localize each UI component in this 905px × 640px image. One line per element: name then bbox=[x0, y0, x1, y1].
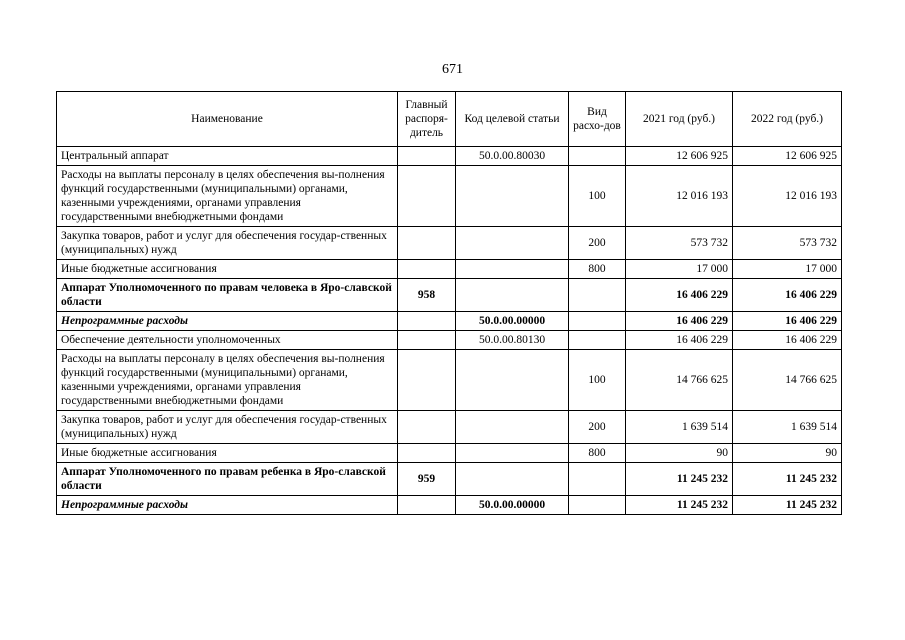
cell-2021: 90 bbox=[626, 444, 733, 463]
cell-admin bbox=[398, 496, 456, 515]
table-row bbox=[57, 444, 842, 463]
cell-2022: 17 000 bbox=[733, 260, 842, 279]
header-type: Вид расхо-дов bbox=[569, 92, 626, 147]
header-code: Код целевой статьи bbox=[456, 92, 569, 147]
cell-2021: 12 016 193 bbox=[626, 166, 733, 227]
cell-2022: 16 406 229 bbox=[733, 279, 842, 312]
header-admin: Главный распоря-дитель bbox=[398, 92, 456, 147]
cell-2022: 16 406 229 bbox=[733, 312, 842, 331]
table-body bbox=[57, 147, 842, 515]
cell-code bbox=[456, 444, 569, 463]
cell-admin bbox=[398, 227, 456, 260]
cell-admin: 958 bbox=[398, 279, 456, 312]
budget-table bbox=[56, 91, 842, 515]
cell-admin bbox=[398, 411, 456, 444]
cell-code: 50.0.00.00000 bbox=[456, 496, 569, 515]
cell-name: Обеспечение деятельности уполномоченных bbox=[57, 331, 398, 350]
cell-2022: 12 016 193 bbox=[733, 166, 842, 227]
cell-code: 50.0.00.80130 bbox=[456, 331, 569, 350]
cell-name: Непрограммные расходы bbox=[57, 312, 398, 331]
cell-type: 100 bbox=[569, 350, 626, 411]
cell-admin bbox=[398, 166, 456, 227]
cell-code bbox=[456, 279, 569, 312]
cell-type: 800 bbox=[569, 444, 626, 463]
cell-type: 200 bbox=[569, 227, 626, 260]
cell-name: Иные бюджетные ассигнования bbox=[57, 260, 398, 279]
cell-type: 200 bbox=[569, 411, 626, 444]
header-2022: 2022 год (руб.) bbox=[733, 92, 842, 147]
table-row bbox=[57, 166, 842, 227]
cell-code: 50.0.00.00000 bbox=[456, 312, 569, 331]
cell-code bbox=[456, 260, 569, 279]
cell-name: Аппарат Уполномоченного по правам ребенка в Яро-славской области bbox=[57, 463, 398, 496]
cell-2022: 11 245 232 bbox=[733, 463, 842, 496]
cell-code bbox=[456, 227, 569, 260]
cell-type bbox=[569, 312, 626, 331]
cell-admin: 959 bbox=[398, 463, 456, 496]
cell-type bbox=[569, 147, 626, 166]
header-row bbox=[57, 92, 842, 147]
header-2021: 2021 год (руб.) bbox=[626, 92, 733, 147]
cell-type: 100 bbox=[569, 166, 626, 227]
cell-2021: 11 245 232 bbox=[626, 496, 733, 515]
table-row bbox=[57, 463, 842, 496]
cell-2022: 11 245 232 bbox=[733, 496, 842, 515]
cell-type bbox=[569, 496, 626, 515]
cell-name: Расходы на выплаты персоналу в целях обеспечения вы-полнения функций государственными (муниципальными) органами, казенными учреждениями, органами управления государственными внебюджетными фондами bbox=[57, 350, 398, 411]
cell-code bbox=[456, 411, 569, 444]
table-row bbox=[57, 279, 842, 312]
cell-code: 50.0.00.80030 bbox=[456, 147, 569, 166]
cell-2022: 90 bbox=[733, 444, 842, 463]
cell-name: Иные бюджетные ассигнования bbox=[57, 444, 398, 463]
cell-2022: 14 766 625 bbox=[733, 350, 842, 411]
cell-type bbox=[569, 463, 626, 496]
cell-2021: 11 245 232 bbox=[626, 463, 733, 496]
page-number: 671 bbox=[442, 62, 463, 77]
table-row bbox=[57, 350, 842, 411]
cell-name: Аппарат Уполномоченного по правам человека в Яро-славской области bbox=[57, 279, 398, 312]
table-row bbox=[57, 227, 842, 260]
cell-name: Центральный аппарат bbox=[57, 147, 398, 166]
cell-name: Закупка товаров, работ и услуг для обеспечения государ-ственных (муниципальных) нужд bbox=[57, 411, 398, 444]
cell-code bbox=[456, 350, 569, 411]
cell-admin bbox=[398, 312, 456, 331]
cell-admin bbox=[398, 444, 456, 463]
cell-2022: 1 639 514 bbox=[733, 411, 842, 444]
cell-name: Непрограммные расходы bbox=[57, 496, 398, 515]
table-row bbox=[57, 260, 842, 279]
table-row bbox=[57, 147, 842, 166]
cell-admin bbox=[398, 331, 456, 350]
cell-2022: 12 606 925 bbox=[733, 147, 842, 166]
cell-type bbox=[569, 331, 626, 350]
cell-type bbox=[569, 279, 626, 312]
cell-2021: 12 606 925 bbox=[626, 147, 733, 166]
table-row bbox=[57, 411, 842, 444]
table-row bbox=[57, 331, 842, 350]
cell-admin bbox=[398, 260, 456, 279]
cell-2021: 17 000 bbox=[626, 260, 733, 279]
cell-2021: 573 732 bbox=[626, 227, 733, 260]
cell-admin bbox=[398, 350, 456, 411]
cell-2022: 573 732 bbox=[733, 227, 842, 260]
table-row bbox=[57, 312, 842, 331]
cell-admin bbox=[398, 147, 456, 166]
cell-2021: 16 406 229 bbox=[626, 312, 733, 331]
cell-name: Закупка товаров, работ и услуг для обеспечения государ-ственных (муниципальных) нужд bbox=[57, 227, 398, 260]
table-header bbox=[57, 92, 842, 147]
header-name: Наименование bbox=[57, 92, 398, 147]
cell-2022: 16 406 229 bbox=[733, 331, 842, 350]
cell-code bbox=[456, 463, 569, 496]
cell-code bbox=[456, 166, 569, 227]
cell-2021: 14 766 625 bbox=[626, 350, 733, 411]
table-row bbox=[57, 496, 842, 515]
cell-2021: 1 639 514 bbox=[626, 411, 733, 444]
cell-2021: 16 406 229 bbox=[626, 279, 733, 312]
cell-type: 800 bbox=[569, 260, 626, 279]
cell-2021: 16 406 229 bbox=[626, 331, 733, 350]
cell-name: Расходы на выплаты персоналу в целях обеспечения вы-полнения функций государственными (муниципальными) органами, казенными учреждениями, органами управления государственными внебюджетными фондами bbox=[57, 166, 398, 227]
